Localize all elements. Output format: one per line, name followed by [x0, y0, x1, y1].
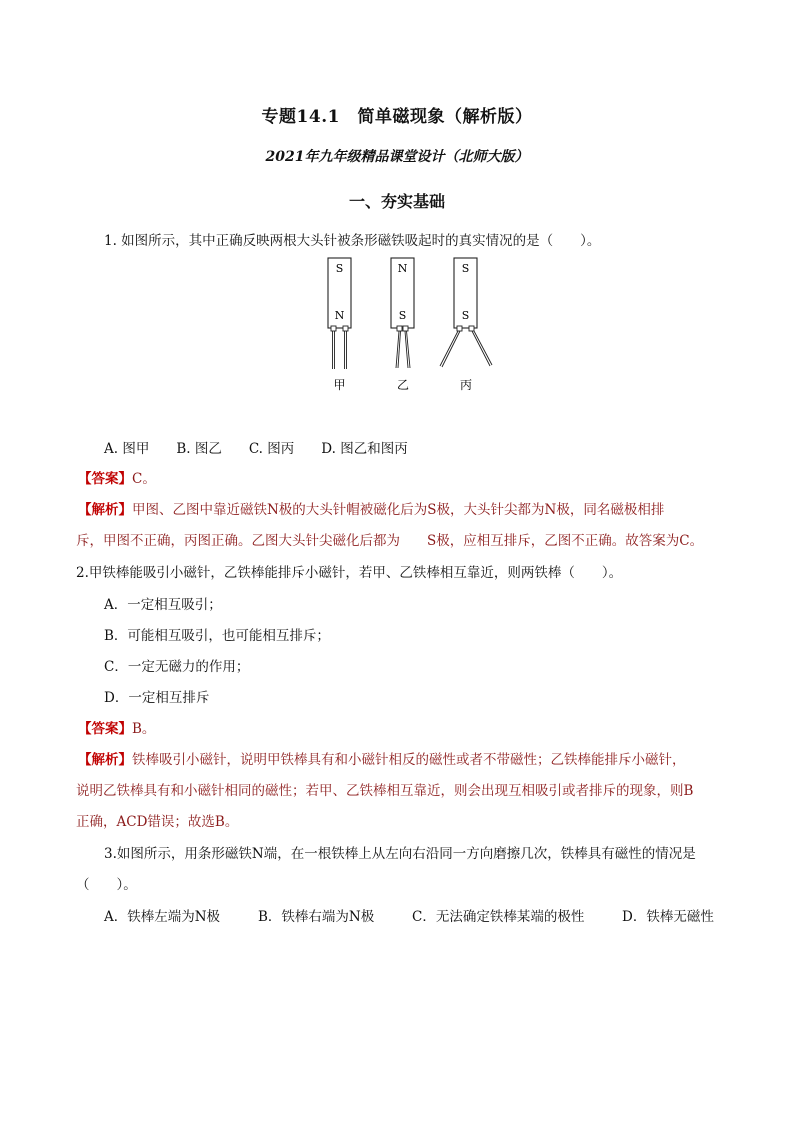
pin	[407, 331, 411, 368]
q2-option-a: A．一定相互吸引；	[104, 597, 222, 613]
answer-tag: 【答案】	[78, 471, 132, 487]
q2-option-d: D．一定相互排斥	[104, 690, 210, 706]
pin	[440, 331, 458, 366]
page-title: 专题14.1 简单磁现象（解析版）	[261, 107, 533, 127]
pin-head	[331, 326, 336, 331]
q3-option-b: B．铁棒右端为N极	[258, 909, 375, 925]
q2-option-c: C．一定无磁力的作用；	[104, 659, 250, 675]
analysis-tag: 【解析】	[78, 752, 132, 768]
analysis-text: 铁棒吸引小磁针，说明甲铁棒具有和小磁针相反的磁性或者不带磁性；乙铁棒能排斥小磁针，	[132, 752, 686, 768]
q3-option-a: A．铁棒左端为N极	[104, 909, 221, 925]
section-heading: 一、夯实基础	[348, 192, 445, 211]
figure-label-bing: 丙	[459, 378, 473, 392]
figure-label-yi: 乙	[396, 378, 410, 392]
q1-figure	[320, 255, 500, 395]
analysis-tag: 【解析】	[78, 502, 132, 518]
magnet-bing	[440, 258, 492, 392]
q2-analysis-line2: 说明乙铁棒具有和小磁针相同的磁性；若甲、乙铁棒相互靠近，则会出现互相吸引或者排斥的现象，则B	[76, 783, 694, 799]
magnet-pole-top: S	[461, 262, 470, 275]
q2-analysis-line1	[78, 748, 686, 768]
pin	[472, 331, 490, 366]
magnet-yi	[391, 258, 414, 392]
q2-stem: 2.甲铁棒能吸引小磁针，乙铁棒能排斥小磁针，若甲、乙铁棒相互靠近，则两铁棒（ ）。	[76, 565, 623, 581]
magnet-jia	[328, 258, 351, 392]
pin-head	[403, 326, 408, 331]
magnet-pole-top: S	[335, 262, 344, 275]
q3-option-d: D．铁棒无磁性	[622, 909, 714, 925]
pin-head	[397, 326, 402, 331]
analysis-text: 甲图、乙图中靠近磁铁N极的大头针帽被磁化后为S极，大头针尖都为N极，同名磁极相排	[132, 502, 665, 518]
q2-analysis-line3: 正确，ACD错误；故选B。	[76, 814, 239, 830]
figure-label-jia: 甲	[333, 378, 346, 392]
pin	[442, 331, 460, 367]
q1-options: A. 图甲 B. 图乙 C. 图丙 D. 图乙和图丙	[104, 441, 408, 457]
q1-analysis-line1	[78, 498, 664, 518]
q1-stem: 1. 如图所示，其中正确反映两根大头针被条形磁铁吸起时的真实情况的是（ ）。	[104, 233, 601, 249]
answer-tag: 【答案】	[78, 721, 132, 737]
answer-value: C。	[132, 471, 156, 487]
q2-option-b: B．可能相互吸引，也可能相互排斥；	[104, 628, 330, 644]
magnet-pole-bottom: N	[334, 309, 345, 322]
pin-head	[457, 326, 462, 331]
page-subtitle: 2021年九年级精品课堂设计（北师大版）	[265, 149, 529, 165]
pin	[474, 331, 492, 365]
q3-stem-line2: （ ）。	[76, 877, 137, 893]
q1-answer	[78, 467, 156, 487]
answer-value: B。	[132, 721, 156, 737]
magnet-pole-bottom: S	[398, 309, 407, 322]
magnet-pole-top: N	[397, 262, 408, 275]
pin-head	[469, 326, 474, 331]
pin	[405, 331, 408, 368]
pin-head	[343, 326, 348, 331]
magnet-pole-bottom: S	[461, 309, 470, 322]
q3-stem-line1: 3.如图所示，用条形磁铁N端，在一根铁棒上从左向右沿同一方向磨擦几次，铁棒具有磁性的情况是	[104, 846, 696, 862]
q2-answer	[78, 717, 155, 737]
q3-option-c: C．无法确定铁棒某端的极性	[412, 909, 585, 925]
q1-analysis-line2: 斥，甲图不正确，丙图正确。乙图大头针尖磁化后都为 S极，应相互排斥，乙图不正确。故答案为C。	[76, 533, 704, 549]
